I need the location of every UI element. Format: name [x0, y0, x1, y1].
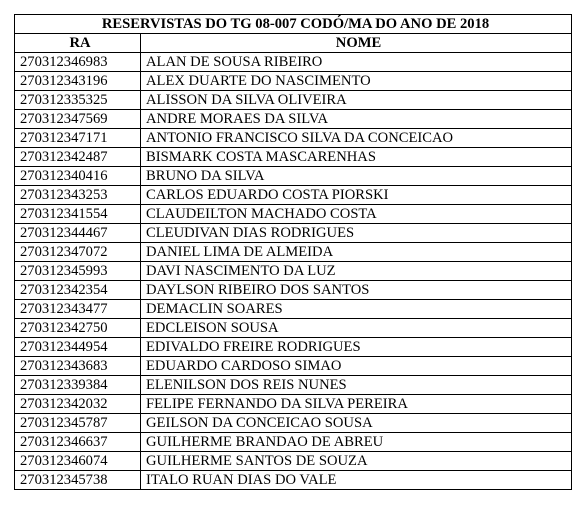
table-row — [15, 110, 572, 129]
ra-cell: 270312344954 — [15, 338, 141, 357]
ra-cell: 270312346074 — [15, 452, 141, 471]
table-row — [15, 376, 572, 395]
ra-cell: 270312342354 — [15, 281, 141, 300]
table-body — [15, 53, 572, 490]
table-row — [15, 357, 572, 376]
reservist-list-document — [14, 14, 571, 490]
ra-cell: 270312345787 — [15, 414, 141, 433]
nome-cell: EDCLEISON SOUSA — [141, 319, 572, 338]
ra-cell: 270312342032 — [15, 395, 141, 414]
nome-cell: ALEX DUARTE DO NASCIMENTO — [141, 72, 572, 91]
ra-cell: 270312343477 — [15, 300, 141, 319]
column-header-ra: RA — [15, 34, 141, 53]
nome-cell: ELENILSON DOS REIS NUNES — [141, 376, 572, 395]
ra-cell: 270312344467 — [15, 224, 141, 243]
table-row — [15, 300, 572, 319]
ra-cell: 270312347569 — [15, 110, 141, 129]
table-row — [15, 319, 572, 338]
nome-cell: ANDRE MORAES DA SILVA — [141, 110, 572, 129]
nome-cell: FELIPE FERNANDO DA SILVA PEREIRA — [141, 395, 572, 414]
reservist-table — [14, 14, 572, 490]
ra-cell: 270312343253 — [15, 186, 141, 205]
nome-cell: DEMACLIN SOARES — [141, 300, 572, 319]
nome-cell: ANTONIO FRANCISCO SILVA DA CONCEICAO — [141, 129, 572, 148]
ra-cell: 270312341554 — [15, 205, 141, 224]
table-row — [15, 186, 572, 205]
nome-cell: BRUNO DA SILVA — [141, 167, 572, 186]
ra-cell: 270312345993 — [15, 262, 141, 281]
nome-cell: EDIVALDO FREIRE RODRIGUES — [141, 338, 572, 357]
table-row — [15, 205, 572, 224]
ra-cell: 270312347072 — [15, 243, 141, 262]
table-row — [15, 148, 572, 167]
nome-cell: CLEUDIVAN DIAS RODRIGUES — [141, 224, 572, 243]
nome-cell: ITALO RUAN DIAS DO VALE — [141, 471, 572, 490]
ra-cell: 270312346983 — [15, 53, 141, 72]
table-row — [15, 281, 572, 300]
ra-cell: 270312346637 — [15, 433, 141, 452]
ra-cell: 270312339384 — [15, 376, 141, 395]
title-row — [15, 15, 572, 34]
table-title: RESERVISTAS DO TG 08-007 CODÓ/MA DO ANO DE 2018 — [15, 15, 572, 34]
table-row — [15, 129, 572, 148]
nome-cell: DAVI NASCIMENTO DA LUZ — [141, 262, 572, 281]
ra-cell: 270312340416 — [15, 167, 141, 186]
nome-cell: CARLOS EDUARDO COSTA PIORSKI — [141, 186, 572, 205]
nome-cell: BISMARK COSTA MASCARENHAS — [141, 148, 572, 167]
nome-cell: DAYLSON RIBEIRO DOS SANTOS — [141, 281, 572, 300]
column-header-nome: NOME — [141, 34, 572, 53]
nome-cell: ALISSON DA SILVA OLIVEIRA — [141, 91, 572, 110]
ra-cell: 270312335325 — [15, 91, 141, 110]
ra-cell: 270312345738 — [15, 471, 141, 490]
table-row — [15, 167, 572, 186]
nome-cell: GUILHERME BRANDAO DE ABREU — [141, 433, 572, 452]
table-row — [15, 452, 572, 471]
table-row — [15, 91, 572, 110]
table-row — [15, 433, 572, 452]
ra-cell: 270312342487 — [15, 148, 141, 167]
nome-cell: GEILSON DA CONCEICAO SOUSA — [141, 414, 572, 433]
ra-cell: 270312343196 — [15, 72, 141, 91]
ra-cell: 270312347171 — [15, 129, 141, 148]
header-row — [15, 34, 572, 53]
table-row — [15, 262, 572, 281]
nome-cell: ALAN DE SOUSA RIBEIRO — [141, 53, 572, 72]
nome-cell: CLAUDEILTON MACHADO COSTA — [141, 205, 572, 224]
table-row — [15, 243, 572, 262]
table-row — [15, 338, 572, 357]
ra-cell: 270312343683 — [15, 357, 141, 376]
nome-cell: GUILHERME SANTOS DE SOUZA — [141, 452, 572, 471]
table-row — [15, 72, 572, 91]
table-row — [15, 414, 572, 433]
table-row — [15, 53, 572, 72]
table-row — [15, 224, 572, 243]
table-row — [15, 395, 572, 414]
table-row — [15, 471, 572, 490]
ra-cell: 270312342750 — [15, 319, 141, 338]
nome-cell: EDUARDO CARDOSO SIMAO — [141, 357, 572, 376]
nome-cell: DANIEL LIMA DE ALMEIDA — [141, 243, 572, 262]
